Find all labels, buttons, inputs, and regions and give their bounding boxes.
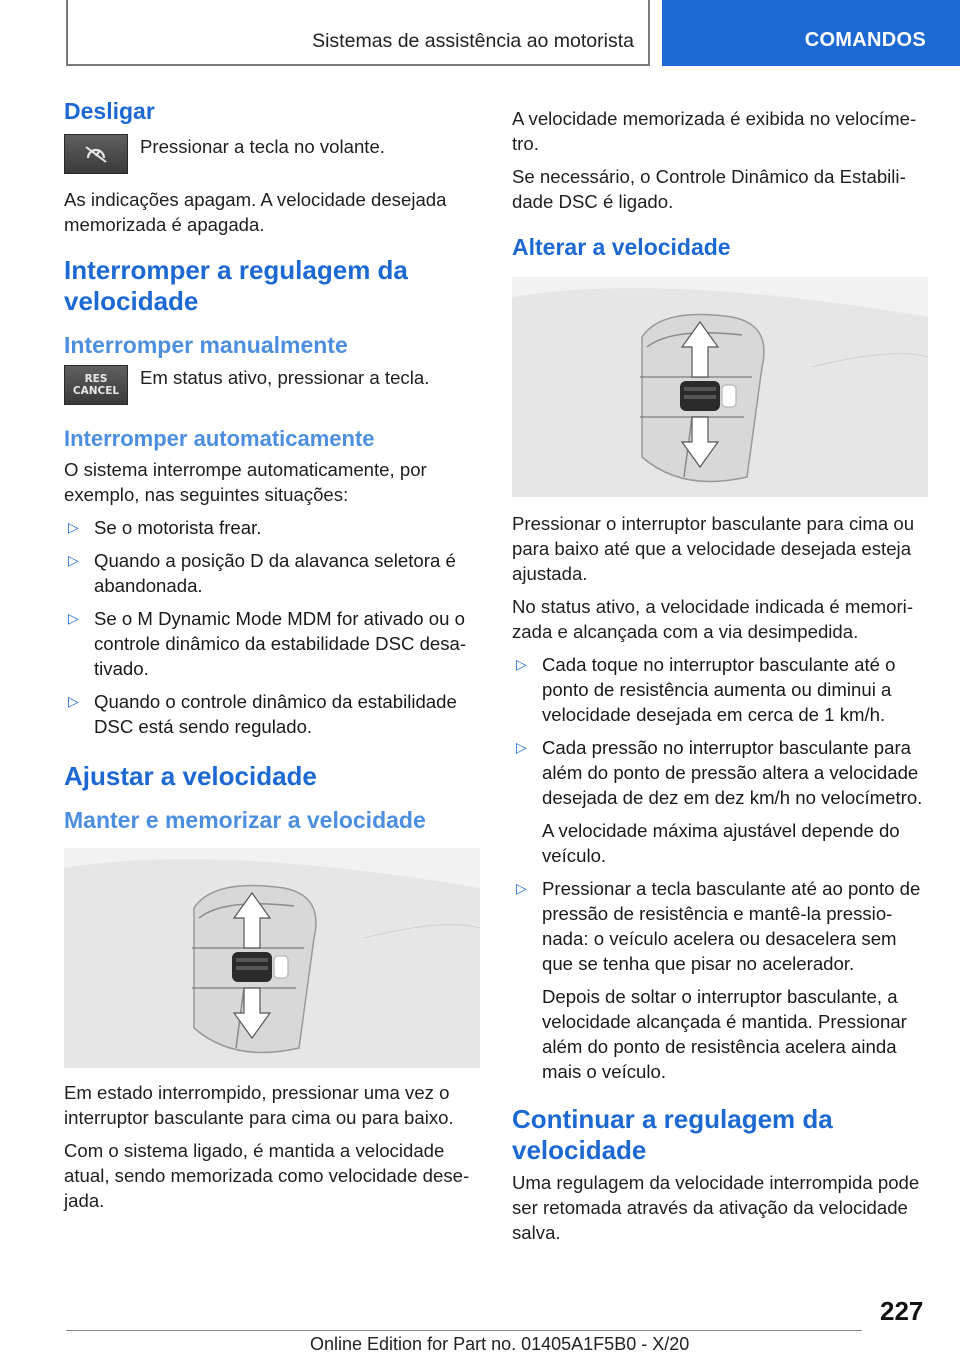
list-item: ▷ Quando o controle dinâmico da estabilidade DSC está sendo regulado.: [68, 691, 457, 737]
heading-ajustar: Ajustar a velocidade: [64, 761, 317, 791]
list-item: ▷ Pressionar a tecla basculante até ao ponto de pressão de resistência e mantê-la pressionada: o veículo acelera ou desacelera sem que se tenha que pisar no acelerador. Depois de soltar o interruptor basculante, a velocidade alcançada é mantida. Pressionar além do ponto de resistência acelera ainda mais o veículo.: [512, 876, 930, 1084]
list-item: ▷ Cada toque no interruptor basculante até o ponto de resistência aumenta ou diminui a velocidade desejada em cerca de 1 km/h.: [516, 654, 896, 725]
header-section-title: Sistemas de assistência ao motorista: [312, 30, 634, 52]
manual-icon-row: [64, 365, 484, 405]
triangle-bullet-icon: ▷: [516, 739, 527, 755]
triangle-bullet-icon: ▷: [68, 693, 79, 709]
heading-alterar: Alterar a velocidade: [512, 234, 731, 260]
heading-manter: Manter e memorizar a velocidade: [64, 807, 426, 833]
heading-interromper-manual: Interromper manualmente: [64, 332, 348, 358]
footer-edition: Online Edition for Part no. 01405A1F5B0 - X/20: [310, 1334, 690, 1354]
desligar-icon-row: [64, 134, 484, 174]
right-paragraph-5: Uma regulagem da velocidade interrompida pode ser retomada através da ativação da velocidade salva.: [512, 1172, 920, 1243]
steering-rocker-switch-illustration-2-icon: [512, 277, 928, 497]
page-number: 227: [880, 1296, 924, 1326]
cruise-control-symbol-icon: [83, 143, 109, 165]
right-paragraph-3: Pressionar o interruptor basculante para cima ou para baixo até que a velocidade desejada esteja ajustada.: [512, 513, 915, 584]
list-item: ▷ Se o motorista frear.: [68, 517, 262, 538]
right-column: [512, 96, 930, 1245]
desligar-paragraph: As indicações apagam. A velocidade desejada memorizada é apagada.: [64, 189, 447, 235]
auto-paragraph: O sistema interrompe automaticamente, por exemplo, nas seguintes situações:: [64, 459, 427, 505]
header-section-box: [66, 0, 650, 66]
footer-divider: [66, 1330, 862, 1331]
cruise-off-button-icon: [64, 134, 128, 174]
right-paragraph-2: Se necessário, o Controle Dinâmico da Estabilidade DSC é ligado.: [512, 166, 906, 212]
heading-desligar: Desligar: [64, 98, 155, 124]
res-label: RES: [84, 373, 108, 385]
triangle-bullet-icon: ▷: [516, 880, 527, 896]
steering-rocker-switch-illustration-icon: [64, 848, 480, 1068]
triangle-bullet-icon: ▷: [68, 552, 79, 568]
triangle-bullet-icon: ▷: [68, 519, 79, 535]
list-item-subtext: A velocidade máxima ajustável depende do veículo.: [542, 820, 900, 866]
heading-continuar: Continuar a regulagem da velocidade: [512, 1104, 833, 1165]
list-item-subtext: Depois de soltar o interruptor basculante, a velocidade alcançada é mantida. Pressionar além do ponto de resistência acelera ainda mais o veículo.: [542, 986, 907, 1082]
desligar-icon-text: Pressionar a tecla no volante.: [140, 136, 385, 157]
heading-interromper-auto: Interromper automaticamente: [64, 426, 375, 451]
right-paragraph-4: No status ativo, a velocidade indicada é memorizada e alcançada com a via desimpedida.: [512, 596, 914, 642]
list-item: ▷ Quando a posição D da alavanca seletora é abandonada.: [68, 550, 456, 596]
list-item: ▷ Cada pressão no interruptor basculante para além do ponto de pressão altera a velocidade desejada de dez em dez km/h no velocímetro. A velocidade máxima ajustável depende do veículo.: [512, 735, 930, 868]
manual-icon-text: Em status ativo, pressionar a tecla.: [140, 367, 430, 388]
alterar-bullet-list: [512, 652, 930, 1084]
list-item: ▷ Se o M Dynamic Mode MDM for ativado ou o controle dinâmico da estabilidade DSC desativado.: [68, 608, 467, 679]
steering-wheel-switch-image: [64, 848, 480, 1068]
header-chapter-title: COMANDOS: [804, 29, 926, 51]
auto-bullet-list: [64, 515, 484, 739]
cancel-label: CANCEL: [72, 385, 120, 397]
left-column: [64, 96, 484, 1213]
header-chapter-box: [662, 0, 960, 66]
page-header: [66, 0, 960, 66]
heading-interromper: Interromper a regulagem da velocidade: [64, 255, 408, 316]
res-cancel-button-icon: [64, 365, 128, 405]
after-figure-paragraph-1: Em estado interrompido, pressionar uma vez o interruptor basculante para cima ou para baixo.: [64, 1082, 454, 1128]
triangle-bullet-icon: ▷: [68, 610, 79, 626]
after-figure-paragraph-2: Com o sistema ligado, é mantida a velocidade atual, sendo memorizada como velocidade desejada.: [64, 1140, 470, 1211]
right-paragraph-1: A velocidade memorizada é exibida no velocímetro.: [512, 108, 917, 154]
triangle-bullet-icon: ▷: [516, 656, 527, 672]
steering-wheel-switch-image-2: [512, 277, 928, 497]
